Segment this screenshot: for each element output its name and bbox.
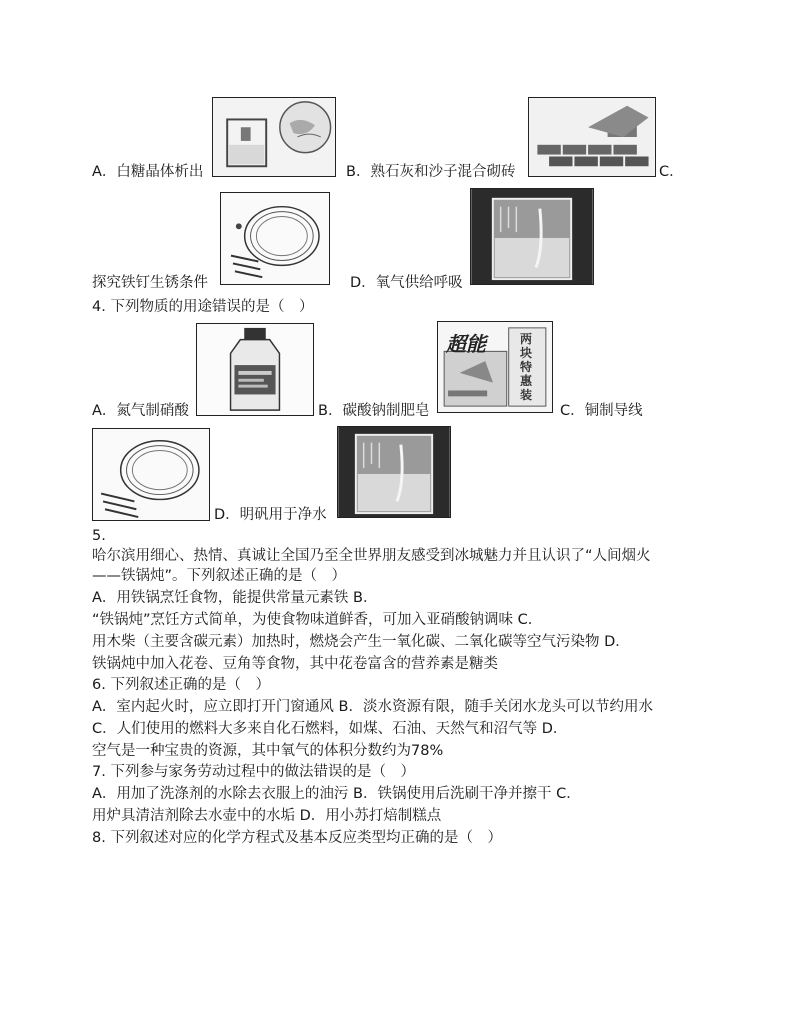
q4-option-a: A．氮气制硝酸 <box>92 403 189 419</box>
q5-line5: 用木柴（主要含碳元素）加热时，燃烧会产生一氧化碳、二氧化碳等空气污染物 D． <box>92 634 630 650</box>
soap-box-side-text: 两块特惠装 <box>520 332 533 402</box>
q6-stem: 6. 下列叙述正确的是（ ） <box>92 677 270 693</box>
soap-box-brand-text: 超能 <box>446 332 486 356</box>
q3-option-b: B．熟石灰和沙子混合砌砖 <box>346 164 516 180</box>
q6-line1: A．室内起火时，应立即打开门窗通风 B．淡水资源有限，随手关闭水龙头可以节约用水 <box>92 699 653 715</box>
q4-option-d: D．明矾用于净水 <box>214 507 327 523</box>
q7-stem: 7. 下列参与家务劳动过程中的做法错误的是（ ） <box>92 764 415 780</box>
image-copper-wire <box>92 428 210 521</box>
image-nitric-acid-bottle <box>196 323 314 416</box>
q5-line4: “铁锅炖”烹饪方式简单，为使食物味道鲜香，可加入亚硝酸钠调味 C． <box>92 612 543 628</box>
q7-line1: A．用加了洗涤剂的水除去衣服上的油污 B．铁锅使用后洗刷干净并擦干 C． <box>92 786 581 802</box>
q6-line3: 空气是一种宝贵的资源，其中氧气的体积分数约为78% <box>92 743 444 759</box>
q3-option-d: D．氧气供给呼吸 <box>350 275 463 291</box>
image-bricklaying <box>528 97 656 177</box>
image-soap-box <box>437 321 553 413</box>
q4-stem: 4. 下列物质的用途错误的是（ ） <box>92 299 314 315</box>
image-oxygen-beaker <box>470 188 594 285</box>
q5-line3: A．用铁锅烹饪食物，能提供常量元素铁 B． <box>92 590 378 606</box>
q5-line6: 铁锅炖中加入花卷、豆角等食物，其中花卷富含的营养素是糖类 <box>92 656 498 672</box>
q8-stem: 8. 下列叙述对应的化学方程式及基本反应类型均正确的是（ ） <box>92 830 502 846</box>
q7-line2: 用炉具清洁剂除去水壶中的水垢 D．用小苏打焙制糕点 <box>92 808 442 824</box>
image-alum-water-beaker <box>337 426 451 518</box>
image-iron-nail-rust <box>220 192 330 285</box>
q5-stem-line2: ——铁锅炖”。下列叙述正确的是（ ） <box>92 568 347 584</box>
image-sugar-crystals <box>212 97 336 177</box>
q6-line2: C．人们使用的燃料大多来自化石燃料，如煤、石油、天然气和沼气等 D． <box>92 721 568 737</box>
q3-option-c-marker: C． <box>659 164 684 180</box>
q3-option-a: A．白糖晶体析出 <box>92 164 204 180</box>
q5-stem-line1: 哈尔滨用细心、热情、真诚让全国乃至全世界朋友感受到冰城魅力并且认识了“人间烟火 <box>92 548 651 564</box>
q4-option-b: B．碳酸钠制肥皂 <box>318 403 430 419</box>
q4-option-c: C．铜制导线 <box>560 403 643 419</box>
q3-option-c-label: 探究铁钉生锈条件 <box>92 275 208 291</box>
q5-number: 5. <box>92 528 106 544</box>
